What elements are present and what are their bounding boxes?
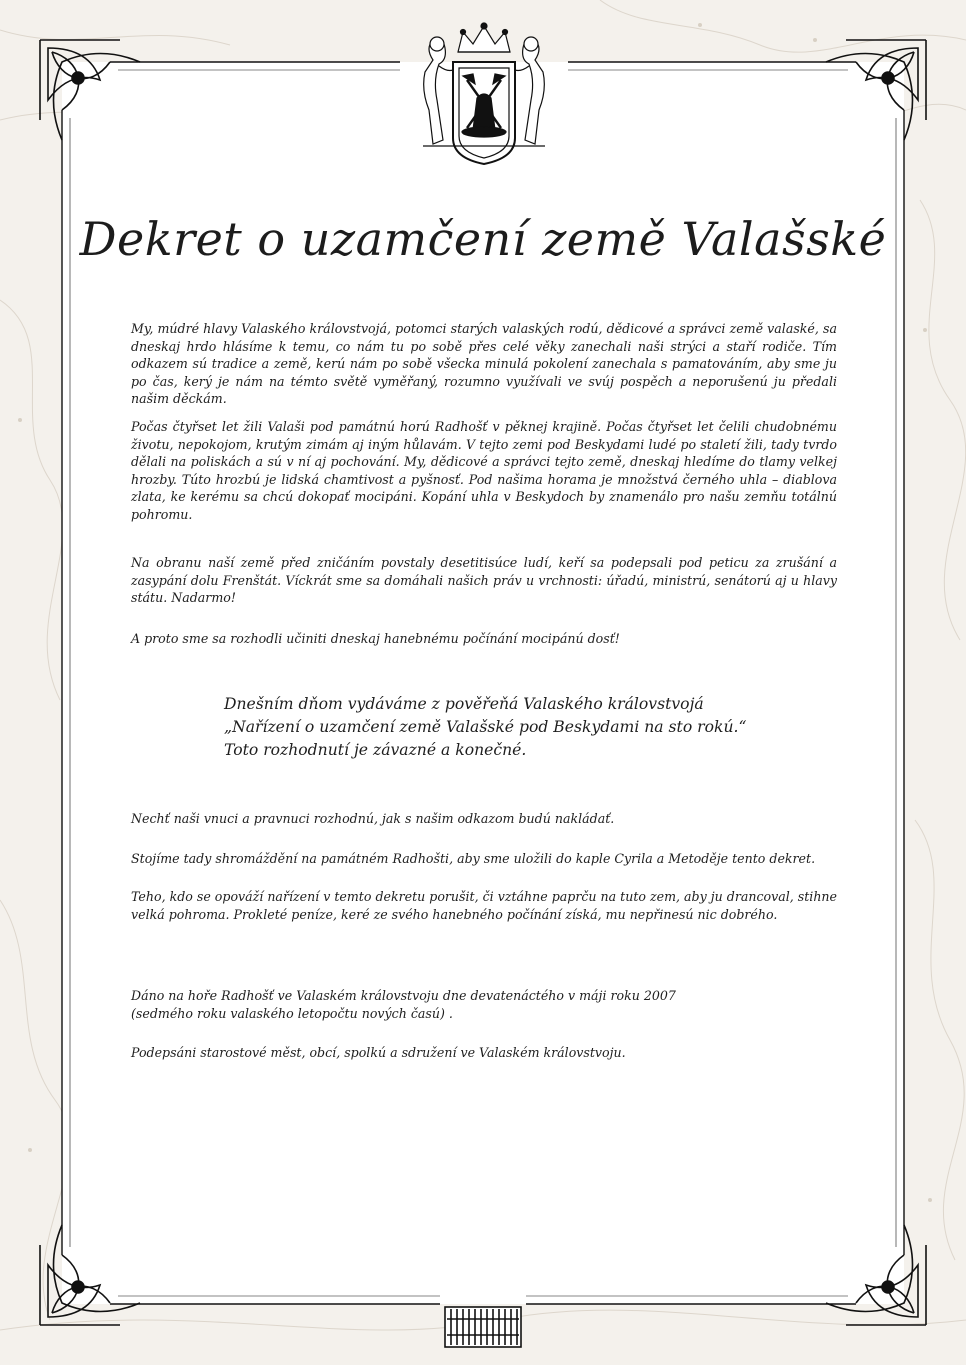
paragraph-resolution: A proto sme sa rozhodli učiniti dneskaj hanebnému počínání mocipánú dosť! [131, 631, 620, 646]
paragraph-petition: Na obranu naší země před zničáním povstaly desetitisúce ludí, keří sa podepsali pod peticu za zrušání a zasypání dolu Frenštát. Víckrát sme sa domáhali našich práv u vrchnosti: úřadú, ministrú, senátorú aj u hlavy státu. Nadarmo! [131, 555, 837, 606]
decree-line: Toto rozhodnutí je závazné a konečné. [224, 741, 527, 759]
document-title: Dekret o uzamčení země Valašské [79, 212, 887, 266]
coat-of-arms-icon [403, 20, 565, 168]
decree-block [224, 693, 824, 762]
dated-statement [131, 987, 837, 1022]
signatories-line: Podepsáni starostové měst, obcí, spolkú a sdružení ve Valaském královstvoju. [131, 1045, 626, 1060]
paragraph-intro: My, múdré hlavy Valaského královstvojá, potomci starých valaských rodú, dědicové a správci země valaské, sa dneskaj hrdo hlásíme k temu, co nám tu po sobě přes celé věky zanechali naši strýci a staří rodiče. Tím odkazem sú tradice a země, kerú nám po sobě všecka minulá pokolení zanechala s pamatováním, aby sme ju po čas, kerý je nám na témto světě vyměřaný, rozumno využívali ve svúj pospěch a neporušenú ju předali našim děckám. [131, 321, 837, 407]
fence-gate-icon [443, 1305, 523, 1349]
paragraph-history: Počas čtyřset let žili Valaši pod památnú horú Radhošť v pěknej krajině. Počas čtyřset let čelili chudobnému životu, nepokojom, krutým zimám aj iným hůlavám. V tejto zemi pod Beskydami ludé po staletí žili, tady tvrdo dělali na poliskách a sú v ní aj pochování. My, dědicové a správci tejto země, dneskaj hledíme do tlamy velkej hrozby. Túto hrozbú je lidská chamtivost a pyšnosť. Pod našima horama je množstvá černého uhla – diablova zlata, ke kerému sa chcú dokopať mocipáni. Kopání uhla v Beskydoch by znamenálo pro našu zemňu totálnú pohromu. [131, 419, 837, 522]
dated-line: (sedmého roku valaského letopočtu nových časú) . [131, 1005, 453, 1021]
dated-line: Dáno na hoře Radhošť ve Valaském královstvoju dne devatenáctého v máji roku 2007 [131, 988, 676, 1003]
decree-line: „Nařízení o uzamčení země Valašské pod Beskydami na sto rokú.“ [224, 718, 747, 736]
closing-paragraph: Stojíme tady shromáždění na památném Radhošti, aby sme uložili do kaple Cyrila a Metoděje tento dekret. [131, 851, 816, 866]
closing-paragraph: Nechť naši vnuci a pravnuci rozhodnú, jak s našim odkazom budú nakládať. [131, 811, 615, 826]
decree-line: Dnešním dňom vydáváme z pověřeňá Valaského královstvojá [224, 695, 704, 713]
closing-paragraph: Teho, kdo se opováží nařízení v temto dekretu porušit, či vztáhne paprču na tuto zem, aby ju drancoval, stihne velká pohroma. Prokleté peníze, keré ze svého hanebného počínání získá, mu nepřinesú nic dobrého. [131, 889, 837, 922]
